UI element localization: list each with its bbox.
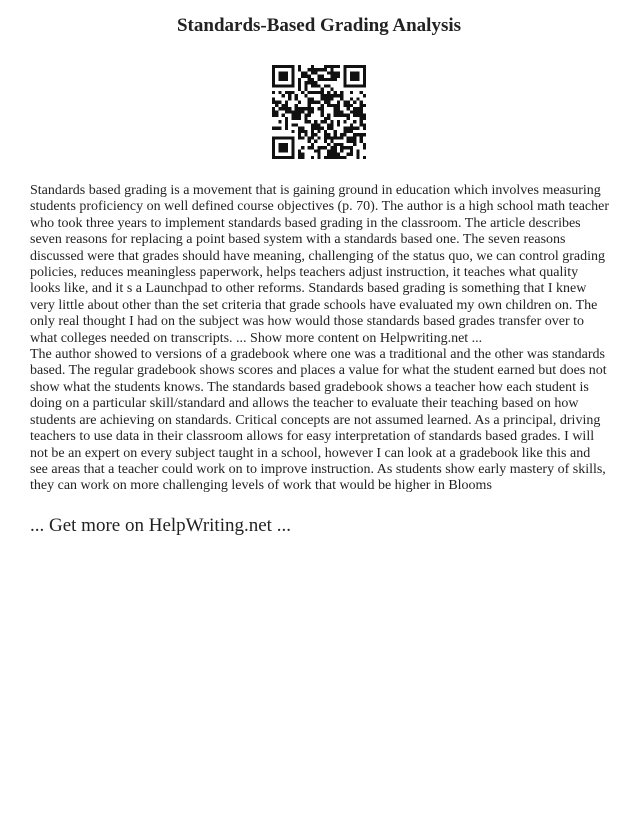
article-paragraph-2: The author showed to versions of a gradebook where one was a traditional and the other was standards based. The regular gradebook shows scores and places a value for what the student earned but does not show what the students knows. The standards based gradebook shows a teacher how each student is doing on a particular skill/standard and allows the teacher to evaluate their teaching based on how students are achieving on standards. Critical concepts are not assumed learned. As a principal, driving teachers to use data in their classroom allows for easy interpretation of standards based grades. I will not be an expert on every subject taught in a school, however I can look at a gradebook like this and see areas that a teacher could work on to improve instruction. As students show early mastery of skills, they can work on more challenging levels of work that would be higher in Blooms bbox=[30, 347, 607, 494]
get-more-link[interactable]: ... Get more on HelpWriting.net ... bbox=[30, 515, 291, 536]
document-title: Standards-Based Grading Analysis bbox=[176, 15, 462, 36]
article-paragraph-1: Standards based grading is a movement that is gaining ground in education which involves measuring students proficiency on well defined course objectives (p. 70). The author is a high school math teacher who took three years to implement standards based grading in the classroom. The article describes seven reasons for replacing a point based system with a standards based one. The seven reasons discussed were that grades should have meaning, challenging of the status quo, we can control grading policies, reduces meaningless paperwork, helps teachers adjust instruction, it teaches what quality looks like, and it s a Launchpad to other reforms. Standards based grading is something that I knew very little about other than the set criteria that grade schools have evaluated my own children on. The only real thought I had on the subject was how would those standards based grades transfer over to what colleges needed on transcripts. ... Show more content on Helpwriting.net ... bbox=[30, 183, 610, 346]
article-body bbox=[30, 183, 610, 495]
qr-code-icon bbox=[272, 65, 366, 159]
